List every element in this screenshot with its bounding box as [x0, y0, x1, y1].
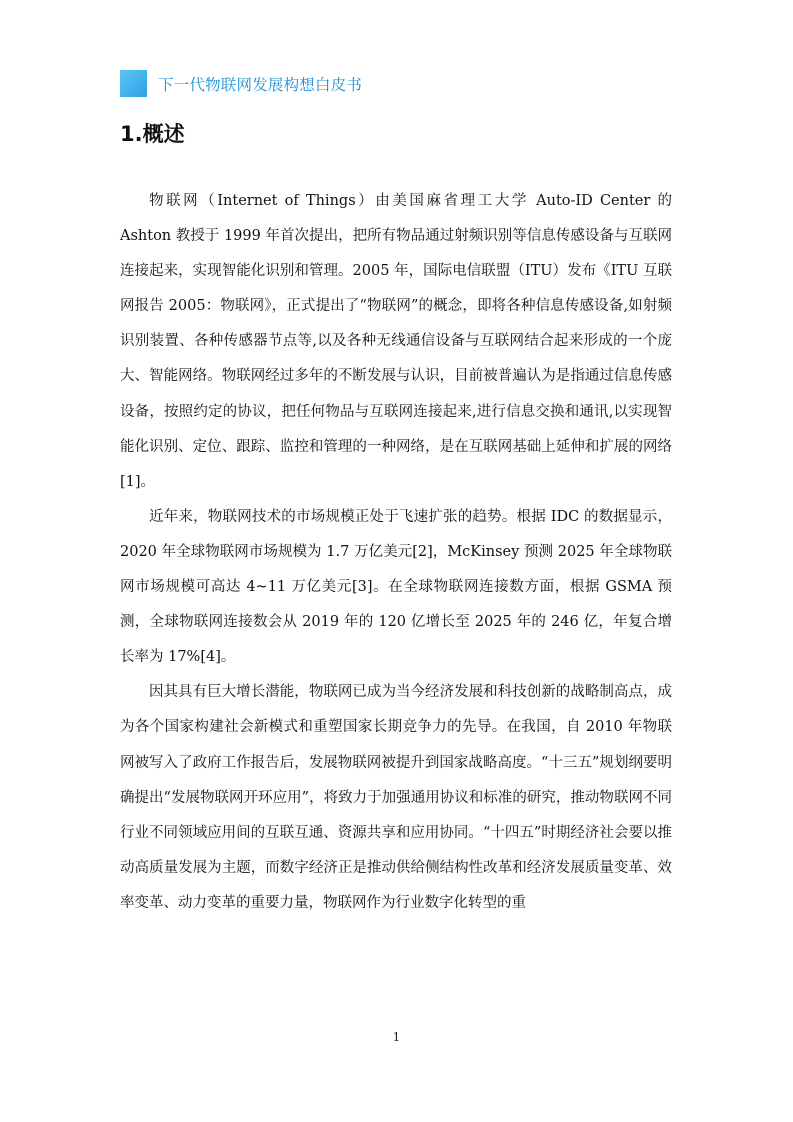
document-header	[120, 70, 362, 97]
body-text	[120, 184, 672, 921]
paragraph-3: 因其具有巨大增长潜能，物联网已成为当今经济发展和科技创新的战略制高点，成为各个国家构建社会新模式和重塑国家长期竞争力的先导。在我国，自 2010 年物联网被写入了政府工作报告后，发展物联网被提升到国家战略高度。“十三五”规划纲要明确提出“发展物联网开环应用”，将致力于加强通用协议和标准的研究，推动物联网不同行业不同领域应用间的互联互通、资源共享和应用协同。“十四五”时期经济社会要以推动高质量发展为主题，而数字经济正是推动供给侧结构性改革和经济发展质量变革、效率变革、动力变革的重要力量，物联网作为行业数字化转型的重	[120, 684, 672, 911]
header-title: 下一代物联网发展构想白皮书	[158, 75, 363, 94]
paragraph-1: 物联网（Internet of Things）由美国麻省理工大学 Auto-ID Center 的 Ashton 教授于 1999 年首次提出，把所有物品通过射频识别等信息传感设备与互联网连接起来，实现智能化识别和管理。2005 年，国际电信联盟（ITU）发布《ITU 互联网报告 2005：物联网》，正式提出了“物联网”的概念，即将各种信息传感设备,如射频识别装置、各种传感器节点等,以及各种无线通信设备与互联网结合起来形成的一个庞大、智能网络。物联网经过多年的不断发展与认识，目前被普遍认为是指通过信息传感设备，按照约定的协议，把任何物品与互联网连接起来,进行信息交换和通讯,以实现智能化识别、定位、跟踪、监控和管理的一种网络，是在互联网基础上延伸和扩展的网络[1]。	[120, 193, 672, 490]
page-number: 1	[392, 1030, 401, 1044]
section-title: 1.概述	[120, 122, 185, 146]
paragraph-2: 近年来，物联网技术的市场规模正处于飞速扩张的趋势。根据 IDC 的数据显示，2020 年全球物联网市场规模为 1.7 万亿美元[2]，McKinsey 预测 2025 年全球物联网市场规模可高达 4~11 万亿美元[3]。在全球物联网连接数方面，根据 GSMA 预测，全球物联网连接数会从 2019 年的 120 亿增长至 2025 年的 246 亿，年复合增长率为 17%[4]。	[120, 508, 672, 666]
header-logo-block	[120, 70, 147, 97]
